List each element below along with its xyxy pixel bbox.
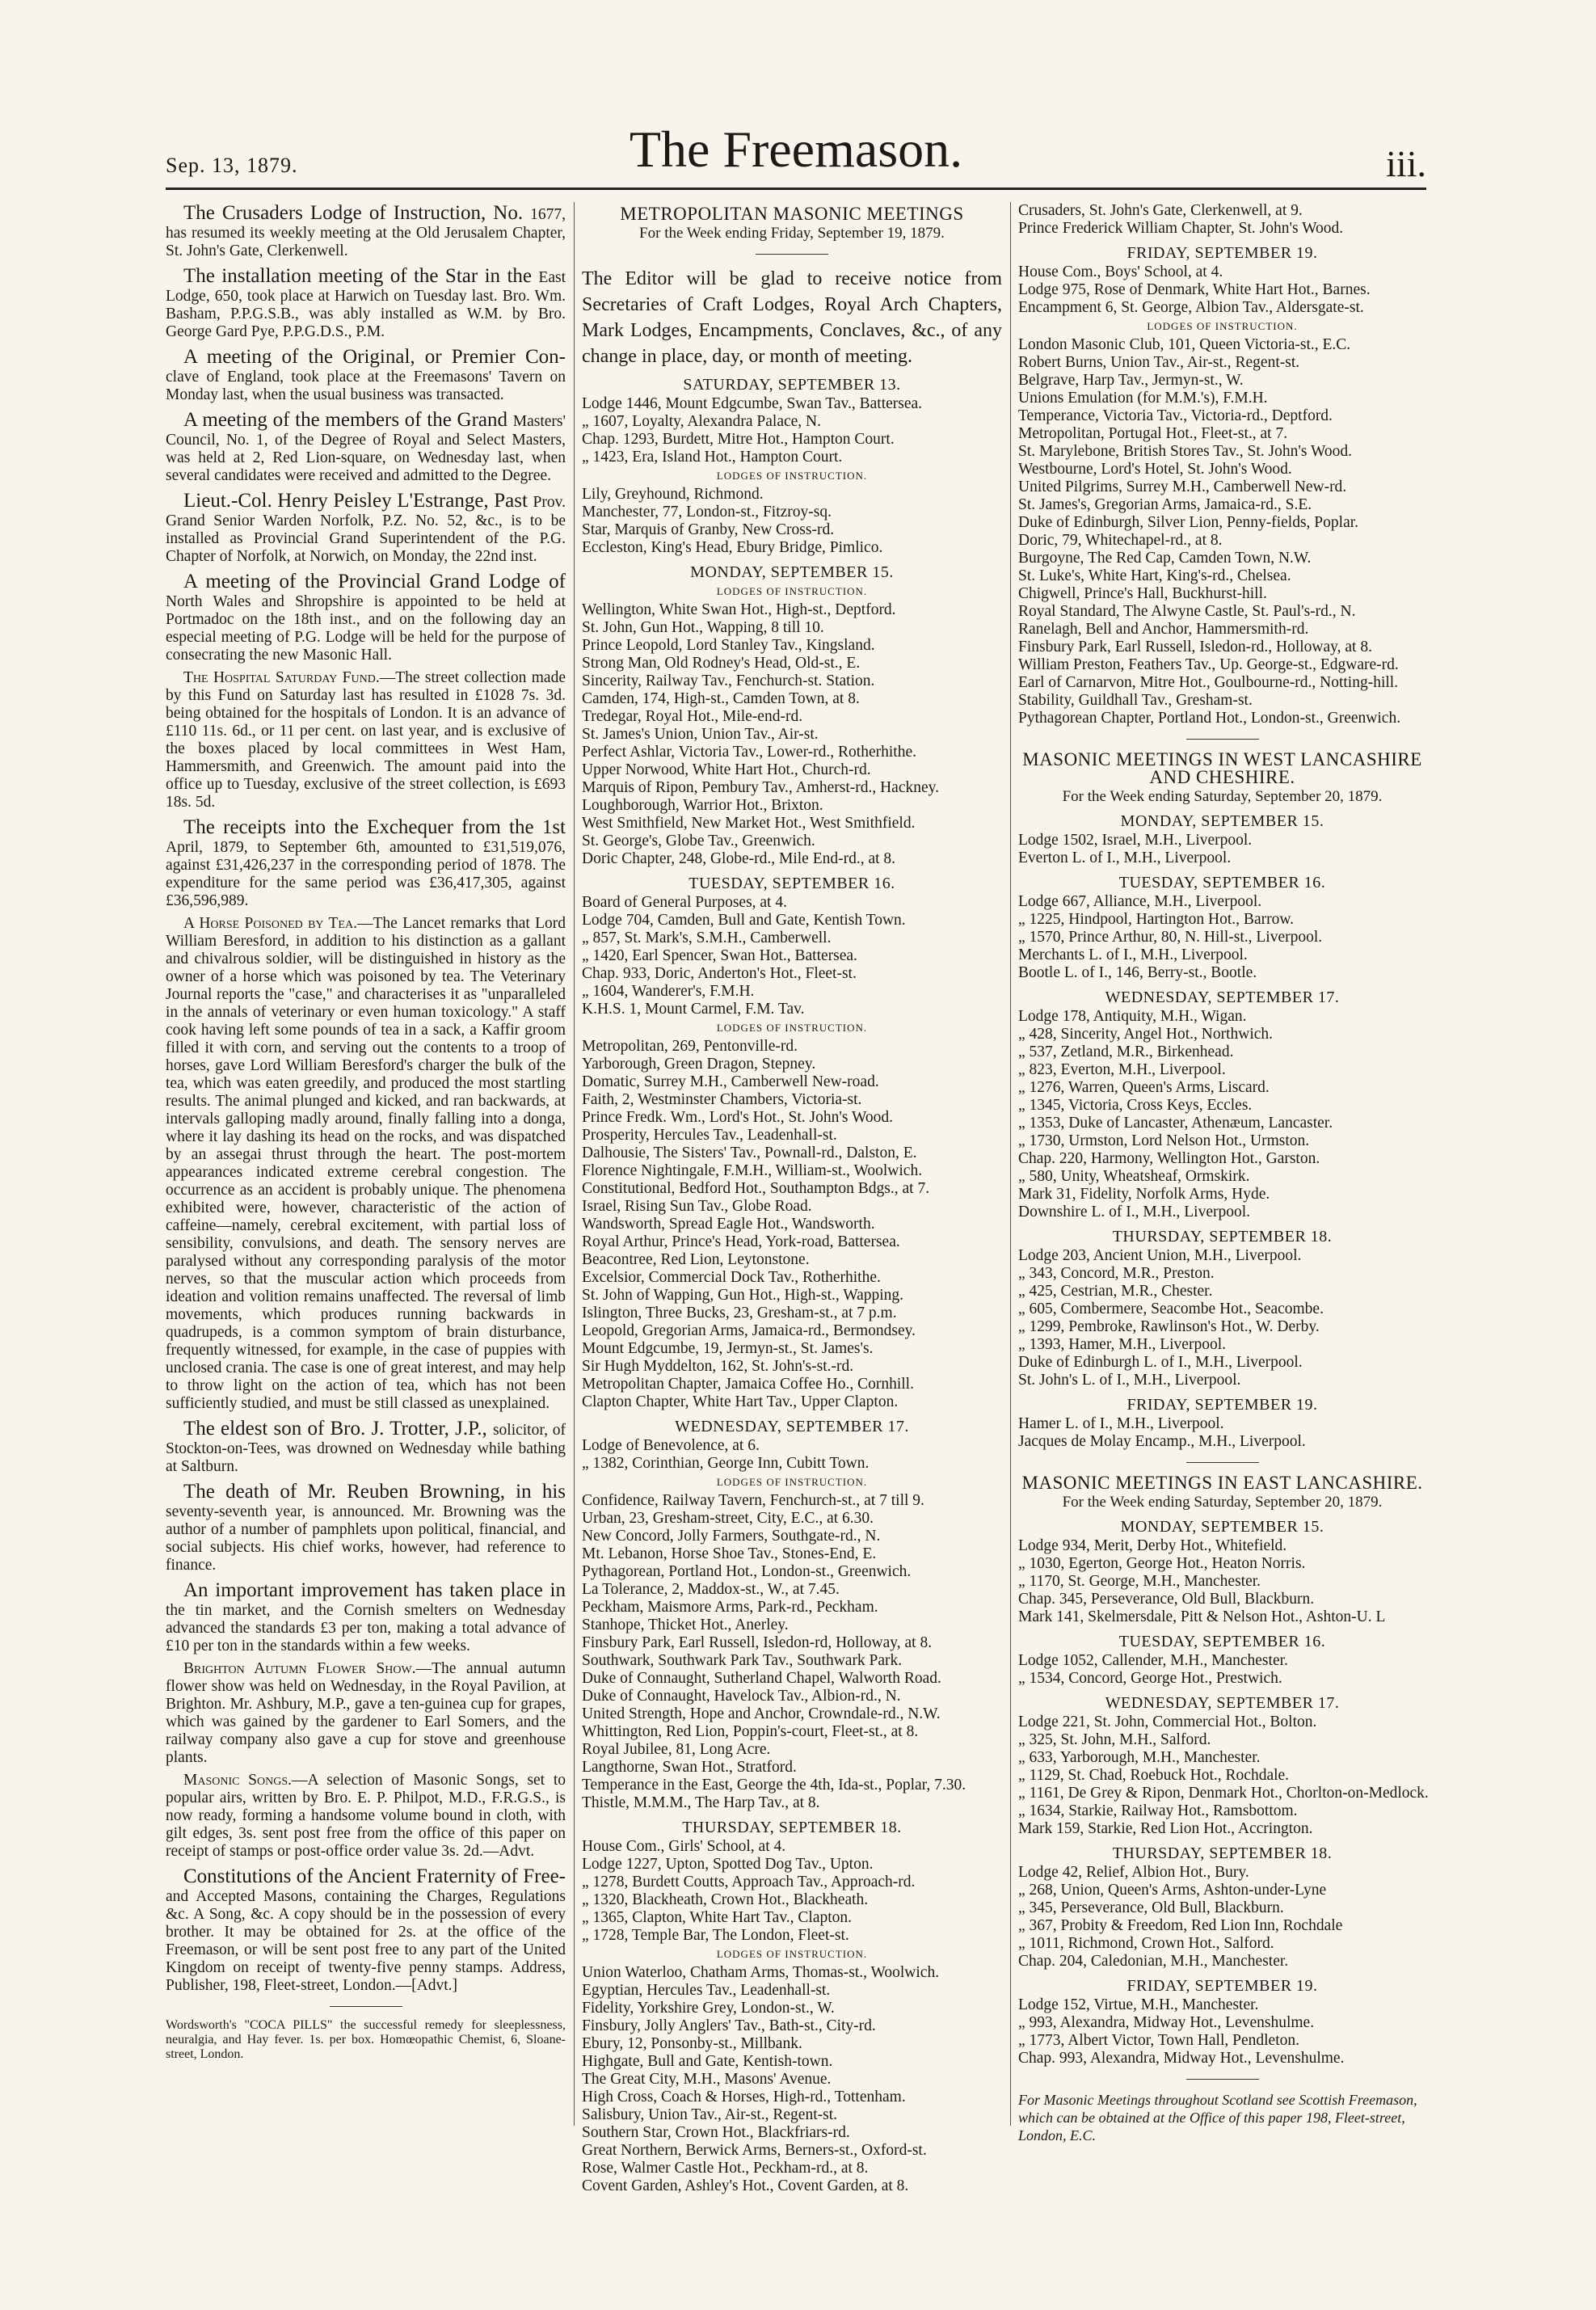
- meeting-line: St. Luke's, White Hart, King's-rd., Chelsea.: [1018, 567, 1291, 584]
- meeting-line: Metropolitan Chapter, Jamaica Coffee Ho., Cornhill.: [582, 1376, 914, 1393]
- instruction-heading: LODGES OF INSTRUCTION.: [716, 1948, 868, 1960]
- meeting-line: St. John's L. of I., M.H., Liverpool.: [1018, 1372, 1241, 1389]
- paragraph-text: North Wales and Shropshire is appointed to be held at Portmadoc on the 18th inst., and on the following day an especial meeting of P.G. Lodge will be held for the purpose of consecrating the new Masonic Hall.: [166, 593, 566, 664]
- meeting-line: Doric Chapter, 248, Globe-rd., Mile End-rd., at 8.: [582, 850, 896, 867]
- meeting-line: Constitutional, Bedford Hot., Southampton Bdgs., at 7.: [582, 1180, 930, 1197]
- meeting-line: Pythagorean, Portland Hot., London-st., Greenwich.: [582, 1563, 912, 1580]
- instruction-heading: LODGES OF INSTRUCTION.: [1147, 320, 1298, 332]
- meeting-line: „ 345, Perseverance, Old Bull, Blackburn.: [1018, 1899, 1284, 1916]
- day-heading: WEDNESDAY, SEPTEMBER 17.: [675, 1418, 909, 1435]
- meeting-line: „ 580, Unity, Wheatsheaf, Ormskirk.: [1018, 1168, 1250, 1185]
- paragraph-lead: An important improvement has taken place in: [183, 1579, 566, 1601]
- day-heading: WEDNESDAY, SEPTEMBER 17.: [1105, 988, 1340, 1006]
- meeting-line: New Concord, Jolly Farmers, Southgate-rd., N.: [582, 1528, 881, 1545]
- meeting-line: St. James's Union, Union Tav., Air-st.: [582, 726, 819, 743]
- meeting-line: Langthorne, Swan Hot., Stratford.: [582, 1759, 797, 1776]
- day-heading: MONDAY, SEPTEMBER 15.: [690, 563, 894, 581]
- day-heading: TUESDAY, SEPTEMBER 16.: [1118, 1633, 1326, 1650]
- section-heading: MASONIC MEETINGS IN WEST LANCASHIRE AND CHESHIRE.: [1022, 749, 1422, 787]
- meeting-line: Merchants L. of I., M.H., Liverpool.: [1018, 946, 1248, 963]
- meeting-line: Downshire L. of I., M.H., Liverpool.: [1018, 1203, 1251, 1220]
- paragraph-lead: The death of Mr. Reuben Browning, in his: [183, 1481, 566, 1503]
- meeting-line: Lodge of Benevolence, at 6.: [582, 1437, 760, 1454]
- meeting-line: Domatic, Surrey M.H., Camberwell New-road.: [582, 1073, 879, 1090]
- meeting-line: Board of General Purposes, at 4.: [582, 894, 787, 911]
- meeting-line: „ 343, Concord, M.R., Preston.: [1018, 1265, 1215, 1282]
- meeting-line: Whittington, Red Lion, Poppin's-court, Fleet-st., at 8.: [582, 1723, 919, 1740]
- meeting-line: Lodge 152, Virtue, M.H., Manchester.: [1018, 1996, 1259, 2013]
- divider: [756, 254, 828, 255]
- meeting-line: „ 1353, Duke of Lancaster, Athenæum, Lancaster.: [1018, 1115, 1333, 1132]
- meeting-line: Temperance, Victoria Tav., Victoria-rd., Deptford.: [1018, 407, 1333, 424]
- meeting-line: Lily, Greyhound, Richmond.: [582, 486, 764, 503]
- news-paragraph: [166, 1418, 566, 1476]
- meeting-line: Bootle L. of I., 146, Berry-st., Bootle.: [1018, 964, 1257, 981]
- meeting-line: Metropolitan, 269, Pentonville-rd.: [582, 1038, 798, 1055]
- meeting-line: Sir Hugh Myddelton, 162, St. John's-st.-rd.: [582, 1358, 854, 1375]
- section-subheading: For the Week ending Saturday, September 20, 1879.: [1062, 1494, 1383, 1511]
- issue-date: Sep. 13, 1879.: [166, 154, 298, 177]
- day-heading: FRIDAY, SEPTEMBER 19.: [1126, 244, 1318, 262]
- meeting-line: „ 1161, De Grey & Ripon, Denmark Hot., Chorlton-on-Medlock.: [1018, 1785, 1429, 1802]
- paragraph-lead: A meeting of the Original, or Premier Con-: [183, 346, 566, 368]
- meeting-line: „ 367, Probity & Freedom, Red Lion Inn, Rochdale: [1018, 1917, 1343, 1934]
- news-paragraph: [166, 1481, 566, 1574]
- news-paragraph: [166, 409, 566, 485]
- meeting-line: Loughborough, Warrior Hot., Brixton.: [582, 797, 823, 814]
- meeting-line: Wellington, White Swan Hot., High-st., Deptford.: [582, 601, 896, 618]
- meeting-line: Camden, 174, High-st., Camden Town, at 8.: [582, 690, 860, 707]
- meeting-line: The Great City, M.H., Masons' Avenue.: [582, 2071, 832, 2088]
- day-heading: THURSDAY, SEPTEMBER 18.: [682, 1819, 902, 1836]
- news-paragraph: [166, 816, 566, 910]
- meeting-line: K.H.S. 1, Mount Carmel, F.M. Tav.: [582, 1001, 805, 1018]
- day-heading: TUESDAY, SEPTEMBER 16.: [689, 875, 895, 892]
- meeting-line: Dalhousie, The Sisters' Tav., Pownall-rd., Dalston, E.: [582, 1144, 917, 1161]
- paragraph-text: April, 1879, to September 6th, amounted to £31,519,076, against £31,426,237 in the corresponding period of 1878. The expenditure for the same period was £36,417,305, against £36,596,989.: [166, 839, 566, 909]
- meeting-line: United Strength, Hope and Anchor, Crowndale-rd., N.W.: [582, 1705, 941, 1722]
- meeting-line: Lodge 975, Rose of Denmark, White Hart Hot., Barnes.: [1018, 281, 1371, 298]
- instruction-heading: LODGES OF INSTRUCTION.: [716, 585, 868, 597]
- meeting-line: Jacques de Molay Encamp., M.H., Liverpool.: [1018, 1433, 1306, 1450]
- meeting-line: Egyptian, Hercules Tav., Leadenhall-st.: [582, 1982, 831, 1999]
- divider: [330, 2006, 402, 2007]
- section-heading: MASONIC MEETINGS IN EAST LANCASHIRE.: [1021, 1473, 1423, 1493]
- column-rule: [1010, 202, 1011, 2126]
- meeting-line: „ 823, Everton, M.H., Liverpool.: [1018, 1061, 1226, 1078]
- meeting-line: „ 1570, Prince Arthur, 80, N. Hill-st., Liverpool.: [1018, 929, 1323, 946]
- scotland-notice: [1018, 2091, 1426, 2144]
- paragraph-lead: The receipts into the Exchequer from the 1st: [183, 816, 566, 838]
- meeting-line: Chap. 1293, Burdett, Mitre Hot., Hampton Court.: [582, 431, 895, 448]
- section-subheading: For the Week ending Friday, September 19, 1879.: [639, 225, 945, 242]
- news-paragraph: [166, 1772, 566, 1861]
- meeting-line: Temperance in the East, George the 4th, Ida-st., Poplar, 7.30.: [582, 1777, 966, 1794]
- meeting-line: Chap. 993, Alexandra, Midway Hot., Levenshulme.: [1018, 2050, 1345, 2067]
- divider: [1186, 739, 1259, 740]
- meeting-line: Florence Nightingale, F.M.H., William-st., Woolwich.: [582, 1162, 923, 1179]
- divider: [1186, 2079, 1259, 2080]
- meeting-line: St. John, Gun Hot., Wapping, 8 till 10.: [582, 619, 824, 636]
- meeting-line: Prosperity, Hercules Tav., Leadenhall-st.: [582, 1127, 837, 1144]
- paragraph-text: —A selection of Masonic Songs, set to popular airs, written by Bro. E. P. Philpot, M.D., F.R.G.S., is now ready, forming a handsome volume bound in cloth, with gilt edges, 3s. sent post free from the office of this paper on receipt of stamps or post-office order value 3s. 2d.—Advt.: [166, 1772, 566, 1860]
- meeting-line: Duke of Edinburgh, Silver Lion, Penny-fields, Poplar.: [1018, 514, 1359, 531]
- meeting-line: Royal Jubilee, 81, Long Acre.: [582, 1741, 771, 1758]
- meeting-line: Lodge 704, Camden, Bull and Gate, Kentish Town.: [582, 912, 906, 929]
- meeting-line: Ebury, 12, Ponsonby-st., Millbank.: [582, 2035, 802, 2052]
- paragraph-lead: A meeting of the members of the Grand: [183, 409, 513, 431]
- day-heading: SATURDAY, SEPTEMBER 13.: [683, 376, 901, 394]
- news-paragraph: [166, 346, 566, 404]
- meeting-line: Chap. 220, Harmony, Wellington Hot., Garston.: [1018, 1150, 1320, 1167]
- meeting-line: Peckham, Maismore Arms, Park-rd., Peckham.: [582, 1599, 878, 1616]
- meeting-line: „ 605, Combermere, Seacombe Hot., Seacombe.: [1018, 1300, 1324, 1317]
- meeting-line: Thistle, M.M.M., The Harp Tav., at 8.: [582, 1794, 820, 1811]
- provincial-meetings-column: [1018, 202, 1429, 2158]
- scotland-notice-text: For Masonic Meetings throughout Scotland see Scottish Freemason, which can be obtained at the Office of this paper 198, Fleet-street, London, E.C.: [1018, 2092, 1417, 2143]
- meeting-line: „ 1170, St. George, M.H., Manchester.: [1018, 1573, 1261, 1590]
- paragraph-text: 1677, has resumed its weekly meeting at the Old Jerusalem Chapter, St. John's Gate, Clerkenwell.: [166, 206, 566, 259]
- meeting-line: Salisbury, Union Tav., Air-st., Regent-st.: [582, 2106, 837, 2123]
- meeting-line: „ 1730, Urmston, Lord Nelson Hot., Urmston.: [1018, 1132, 1310, 1149]
- meeting-line: Wandsworth, Spread Eagle Hot., Wandsworth.: [582, 1216, 875, 1233]
- paper-title: The Freemason.: [629, 120, 963, 178]
- meeting-line: Marquis of Ripon, Pembury Tav., Amherst-rd., Hackney.: [582, 779, 940, 796]
- meeting-line: „ 428, Sincerity, Angel Hot., Northwich.: [1018, 1026, 1274, 1043]
- column-rule: [574, 202, 575, 2126]
- meeting-line: Royal Standard, The Alwyne Castle, St. Paul's-rd., N.: [1018, 603, 1356, 620]
- meeting-line: House Com., Boys' School, at 4.: [1018, 263, 1223, 280]
- meeting-line: „ 1225, Hindpool, Hartington Hot., Barrow.: [1018, 911, 1295, 928]
- paragraph-text: Prov. Grand Senior Warden Norfolk, P.Z. No. 52, &c., is to be installed as Provincial Grand Superintendent of the P.G. Chapter of Norfolk, at Norwich, on Monday, the 22nd inst.: [166, 494, 566, 565]
- meeting-line: Encampment 6, St. George, Albion Tav., Aldersgate-st.: [1018, 299, 1364, 316]
- divider: [1186, 1462, 1259, 1463]
- paragraph-text: —The annual autumn flower show was held on Wednesday, in the Royal Pavilion, at Brighton. Mr. Ashbury, M.P., gave a ten-guinea cup for grapes, which was gained by the gardener to Earl Somers, and the railway company also gave a cup for stove and greenhouse plants.: [166, 1660, 566, 1766]
- meeting-line: Southern Star, Crown Hot., Blackfriars-rd.: [582, 2124, 850, 2141]
- meeting-line: Mark 159, Starkie, Red Lion Hot., Accrington.: [1018, 1820, 1313, 1837]
- meeting-line: St. George's, Globe Tav., Greenwich.: [582, 833, 815, 849]
- meeting-line: Lodge 667, Alliance, M.H., Liverpool.: [1018, 893, 1262, 910]
- paragraph-heading: Masonic Songs.: [183, 1772, 293, 1789]
- paragraph-text: clave of England, took place at the Freemasons' Tavern on Monday last, when the usual business was transacted.: [166, 369, 566, 403]
- meeting-line: „ 1382, Corinthian, George Inn, Cubitt Town.: [582, 1455, 870, 1472]
- news-paragraph: [166, 1579, 566, 1655]
- news-paragraph: [166, 669, 566, 811]
- meeting-line: „ 633, Yarborough, M.H., Manchester.: [1018, 1749, 1261, 1766]
- meeting-line: Excelsior, Commercial Dock Tav., Rotherhithe.: [582, 1269, 881, 1286]
- instruction-heading: LODGES OF INSTRUCTION.: [716, 470, 868, 482]
- paragraph-lead: The installation meeting of the Star in the: [183, 265, 539, 287]
- meeting-line: „ 425, Cestrian, M.R., Chester.: [1018, 1283, 1213, 1300]
- meeting-line: Belgrave, Harp Tav., Jermyn-st., W.: [1018, 372, 1244, 389]
- meeting-line: „ 857, St. Mark's, S.M.H., Camberwell.: [582, 929, 832, 946]
- news-paragraph: [166, 490, 566, 566]
- paragraph-text: —The Lancet remarks that Lord William Beresford, in addition to his distinction as a gallant and chivalrous soldier, will be distinguished in history as the owner of a horse which was poisoned by tea. The Veterinary Journal reports the "case," and characterises it as "unparalleled in the annals of veterinary or even human toxicology." A staff cook having left some pounds of tea in a sack, a Kaffir groom filled it with corn, and serving out the contents to a troop of horses, gave Lord William Beresford's charger the bulk of the tea, which was eaten greedily, and produced the most startling results. The animal plunged and kicked, and ran backwards, at intervals galloping madly around, finally falling into a donga, where it lay dashing its head on the rocks, and was dispatched by an assegai thrust through the heart. The post-mortem appearances indicated extreme cerebral congestion. The occurrence as an accident is probably unique. The phenomena exhibited were, however, characteristic of the action of caffeine—namely, cerebral excitement, with partial loss of sensibility, convulsions, and death. The sensory nerves are paralysed without any corresponding paralysis of the motor nerves, so that the muscular action which proceeds from ideation and volition remains unaffected. The reversal of limb movements, which produces running backwards in quadrupeds, is a common symptom of brain disturbance, frequently witnessed, for example, in the case of puppies with unclosed crania. The case is one of great interest, and may help to throw light on the action of tea, which has not been sufficiently studied, and must be still classed as unexplained.: [166, 915, 566, 1412]
- meeting-line: Clapton Chapter, White Hart Tav., Upper Clapton.: [582, 1393, 899, 1410]
- meeting-line: Tredegar, Royal Hot., Mile-end-rd.: [582, 708, 803, 725]
- meeting-line: West Smithfield, New Market Hot., West Smithfield.: [582, 815, 916, 832]
- meeting-line: Covent Garden, Ashley's Hot., Covent Garden, at 8.: [582, 2177, 909, 2194]
- meeting-line: Ranelagh, Bell and Anchor, Hammersmith-rd.: [1018, 621, 1309, 638]
- meeting-line: Sincerity, Railway Tav., Fenchurch-st. Station.: [582, 672, 875, 689]
- meeting-line: Finsbury Park, Earl Russell, Isledon-rd., Holloway, at 8.: [1018, 639, 1372, 655]
- meeting-line: Robert Burns, Union Tav., Air-st., Regent-st.: [1018, 354, 1300, 371]
- meeting-line: Chap. 204, Caledonian, M.H., Manchester.: [1018, 1953, 1289, 1970]
- meeting-line: Lodge 221, St. John, Commercial Hot., Bolton.: [1018, 1714, 1317, 1730]
- paragraph-lead: A meeting of the Provincial Grand Lodge of: [183, 571, 566, 592]
- meeting-line: Confidence, Railway Tavern, Fenchurch-st., at 7 till 9.: [582, 1492, 924, 1509]
- meeting-line: Leopold, Gregorian Arms, Jamaica-rd., Bermondsey.: [582, 1322, 916, 1339]
- meeting-line: Fidelity, Yorkshire Grey, London-st., W.: [582, 2000, 835, 2017]
- meeting-line: Yarborough, Green Dragon, Stepney.: [582, 1056, 816, 1073]
- paragraph-text: seventy-seventh year, is announced. Mr. Browning was the author of a number of pamphlets upon political, financial, and social subjects. His chief works, however, had reference to finance.: [166, 1503, 566, 1574]
- meeting-line: Manchester, 77, London-st., Fitzroy-sq.: [582, 504, 832, 521]
- meeting-line: Southwark, Southwark Park Tav., Southwark Park.: [582, 1652, 903, 1669]
- meeting-line: Royal Arthur, Prince's Head, York-road, Battersea.: [582, 1233, 900, 1250]
- meeting-line: „ 1604, Wanderer's, F.M.H.: [582, 983, 755, 1000]
- day-heading: MONDAY, SEPTEMBER 15.: [1120, 1518, 1324, 1536]
- meeting-line: Chigwell, Prince's Hall, Buckhurst-hill.: [1018, 585, 1267, 602]
- meeting-line: „ 325, St. John, M.H., Salford.: [1018, 1731, 1211, 1748]
- meeting-line: Lodge 1227, Upton, Spotted Dog Tav., Upton.: [582, 1856, 874, 1873]
- paragraph-text: East Lodge, 650, took place at Harwich on Tuesday last. Bro. Wm. Basham, P.P.G.S.B., was ably installed as W.M. by Bro. George Gard Pye, P.P.G.D.S., P.M.: [166, 269, 566, 340]
- news-paragraph: [166, 265, 566, 341]
- meeting-line: Urban, 23, Gresham-street, City, E.C., at 6.30.: [582, 1510, 874, 1527]
- meeting-line: Lodge 203, Ancient Union, M.H., Liverpool.: [1018, 1247, 1302, 1264]
- meeting-line: Chap. 345, Perseverance, Old Bull, Blackburn.: [1018, 1591, 1315, 1608]
- meeting-line: Lodge 934, Merit, Derby Hot., Whitefield.: [1018, 1537, 1287, 1554]
- meeting-line: Westbourne, Lord's Hotel, St. John's Wood.: [1018, 461, 1292, 478]
- meeting-line: Mt. Lebanon, Horse Shoe Tav., Stones-End, E.: [582, 1545, 877, 1562]
- news-column: [166, 202, 566, 2158]
- meeting-line: United Pilgrims, Surrey M.H., Camberwell New-rd.: [1018, 478, 1347, 495]
- meeting-line: Duke of Edinburgh L. of I., M.H., Liverpool.: [1018, 1354, 1303, 1371]
- day-heading: TUESDAY, SEPTEMBER 16.: [1118, 874, 1326, 892]
- meeting-line: Faith, 2, Westminster Chambers, Victoria-st.: [582, 1091, 862, 1108]
- meeting-line: Metropolitan, Portugal Hot., Fleet-st., at 7.: [1018, 425, 1288, 442]
- meeting-line: „ 1773, Albert Victor, Town Hall, Pendleton.: [1018, 2032, 1300, 2049]
- meeting-line: Strong Man, Old Rodney's Head, Old-st., E.: [582, 655, 861, 672]
- meeting-line: Finsbury Park, Earl Russell, Isledon-rd, Holloway, at 8.: [582, 1634, 933, 1651]
- meeting-line: Duke of Connaught, Havelock Tav., Albion-rd., N.: [582, 1688, 901, 1705]
- meeting-line: Perfect Ashlar, Victoria Tav., Lower-rd., Rotherhithe.: [582, 744, 916, 761]
- meeting-line: Duke of Connaught, Sutherland Chapel, Walworth Road.: [582, 1670, 941, 1687]
- meeting-line: Islington, Three Bucks, 23, Gresham-st., at 7 p.m.: [582, 1305, 897, 1322]
- section-subheading: For the Week ending Saturday, September 20, 1879.: [1062, 788, 1383, 805]
- meeting-line: Mount Edgcumbe, 19, Jermyn-st., St. James's.: [582, 1340, 874, 1357]
- paragraph-text: the tin market, and the Cornish smelters on Wednesday advanced the standards £3 per ton, making a total advance of £10 per ton in the standards within a few weeks.: [166, 1602, 566, 1655]
- news-paragraph: [166, 1865, 566, 1995]
- meeting-line: Prince Leopold, Lord Stanley Tav., Kingsland.: [582, 637, 875, 654]
- meeting-line: Lodge 1052, Callender, M.H., Manchester.: [1018, 1652, 1288, 1669]
- paragraph-heading: Brighton Autumn Flower Show.: [183, 1660, 416, 1677]
- meeting-line: „ 1345, Victoria, Cross Keys, Eccles.: [1018, 1097, 1253, 1114]
- paragraph-lead: The Crusaders Lodge of Instruction, No.: [183, 202, 531, 224]
- meeting-line: Lodge 1502, Israel, M.H., Liverpool.: [1018, 832, 1253, 849]
- meeting-line: „ 1011, Richmond, Crown Hot., Salford.: [1018, 1935, 1274, 1952]
- meeting-line: „ 993, Alexandra, Midway Hot., Levenshulme.: [1018, 2014, 1315, 2031]
- meeting-line: „ 1320, Blackheath, Crown Hot., Blackheath.: [582, 1891, 869, 1908]
- meeting-line: Everton L. of I., M.H., Liverpool.: [1018, 849, 1232, 866]
- meeting-line: Israel, Rising Sun Tav., Globe Road.: [582, 1198, 812, 1215]
- meeting-line: „ 1299, Pembroke, Rawlinson's Hot., W. Derby.: [1018, 1318, 1320, 1335]
- news-paragraph: [166, 915, 566, 1413]
- news-paragraph: [166, 571, 566, 664]
- meeting-line: Prince Fredk. Wm., Lord's Hot., St. John's Wood.: [582, 1109, 893, 1126]
- meeting-line: „ 1278, Burdett Coutts, Approach Tav., Approach-rd.: [582, 1874, 916, 1891]
- paragraph-heading: The Hospital Saturday Fund.: [183, 669, 380, 686]
- meeting-line: Stability, Guildhall Tav., Gresham-st.: [1018, 692, 1253, 709]
- meeting-line: Rose, Walmer Castle Hot., Peckham-rd., at 8.: [582, 2160, 869, 2177]
- editor-notice: The Editor will be glad to receive notice from Secretaries of Craft Lodges, Royal Arch Chapters, Mark Lodges, Encampments, Conclaves, &c., of any change in place, day, or month of meeting.: [582, 268, 1002, 367]
- meeting-line: London Masonic Club, 101, Queen Victoria-st., E.C.: [1018, 336, 1351, 353]
- meeting-line: Unions Emulation (for M.M.'s), F.M.H.: [1018, 390, 1268, 407]
- meeting-line: Union Waterloo, Chatham Arms, Thomas-st., Woolwich.: [582, 1964, 940, 1981]
- meeting-line: Lodge 42, Relief, Albion Hot., Bury.: [1018, 1864, 1249, 1881]
- meeting-line: „ 1534, Concord, George Hot., Prestwich.: [1018, 1670, 1282, 1687]
- meeting-line: House Com., Girls' School, at 4.: [582, 1838, 786, 1855]
- meeting-line: High Cross, Coach & Horses, High-rd., Tottenham.: [582, 2089, 906, 2106]
- meeting-line: Stanhope, Thicket Hot., Anerley.: [582, 1617, 789, 1633]
- meeting-line: „ 1634, Starkie, Railway Hot., Ramsbottom.: [1018, 1802, 1298, 1819]
- paragraph-heading: A Horse Poisoned by Tea.: [183, 915, 357, 932]
- paragraph-text: and Accepted Masons, containing the Charges, Regulations &c. A Song, &c. A copy should be in the possession of every brother. It may be obtained for 2s. at the office of the Freemason, or will be sent post free to any part of the United Kingdom on receipt of twenty-five penny stamps. Address, Publisher, 198, Fleet-street, London.—[Advt.]: [166, 1888, 566, 1994]
- meeting-line: Great Northern, Berwick Arms, Berners-st., Oxford-st.: [582, 2142, 927, 2159]
- meeting-line: Star, Marquis of Granby, New Cross-rd.: [582, 521, 835, 538]
- paragraph-lead: Lieut.-Col. Henry Peisley L'Estrange, Past: [183, 490, 533, 512]
- meeting-line: Chap. 933, Doric, Anderton's Hot., Fleet-st.: [582, 965, 857, 982]
- meeting-line: Upper Norwood, White Hart Hot., Church-rd.: [582, 761, 871, 778]
- meeting-line: St. James's, Gregorian Arms, Jamaica-rd., S.E.: [1018, 496, 1312, 513]
- news-paragraph: [166, 202, 566, 260]
- meeting-line: „ 1393, Hamer, M.H., Liverpool.: [1018, 1336, 1226, 1353]
- page-number: iii.: [1386, 143, 1426, 184]
- instruction-heading: LODGES OF INSTRUCTION.: [716, 1022, 868, 1034]
- meeting-line: Mark 141, Skelmersdale, Pitt & Nelson Hot., Ashton-U. L: [1018, 1608, 1386, 1625]
- meeting-line: „ 1030, Egerton, George Hot., Heaton Norris.: [1018, 1555, 1306, 1572]
- day-heading: THURSDAY, SEPTEMBER 18.: [1112, 1228, 1333, 1246]
- paragraph-lead: Constitutions of the Ancient Fraternity of Free-: [183, 1865, 566, 1887]
- meeting-line: „ 1607, Loyalty, Alexandra Palace, N.: [582, 413, 822, 430]
- meeting-line: „ 1276, Warren, Queen's Arms, Liscard.: [1018, 1079, 1270, 1096]
- meeting-line: Prince Frederick William Chapter, St. John's Wood.: [1018, 220, 1344, 237]
- meeting-line: Highgate, Bull and Gate, Kentish-town.: [582, 2053, 833, 2070]
- meeting-line: „ 1365, Clapton, White Hart Tav., Clapton.: [582, 1909, 853, 1926]
- day-heading: MONDAY, SEPTEMBER 15.: [1120, 812, 1324, 830]
- meeting-line: Beacontree, Red Lion, Leytonstone.: [582, 1251, 810, 1268]
- paragraph-text: Masters' Council, No. 1, of the Degree of Royal and Select Masters, was held at 2, Red Lion-square, on Wednesday last, when several candidates were received and admitted to the Degree.: [166, 413, 566, 484]
- day-heading: WEDNESDAY, SEPTEMBER 17.: [1105, 1694, 1340, 1712]
- meeting-line: „ 537, Zetland, M.R., Birkenhead.: [1018, 1043, 1234, 1060]
- meeting-line: La Tolerance, 2, Maddox-st., W., at 7.45.: [582, 1581, 840, 1598]
- day-heading: FRIDAY, SEPTEMBER 19.: [1126, 1977, 1318, 1995]
- masthead: [166, 113, 1426, 190]
- metropolitan-meetings-column: [582, 202, 1002, 2194]
- paragraph-text: solicitor, of Stockton-on-Tees, was drowned on Wednesday while bathing at Saltburn.: [166, 1422, 566, 1475]
- meeting-line: St. John of Wapping, Gun Hot., High-st., Wapping.: [582, 1287, 904, 1304]
- advertisement-footnote: Wordsworth's "COCA PILLS" the successful remedy for sleeplessness, neuralgia, and Hay fever. 1s. per box. Homœopathic Chemist, 6, Sloane-street, London.: [166, 2018, 566, 2061]
- meeting-line: „ 1129, St. Chad, Roebuck Hot., Rochdale.: [1018, 1767, 1290, 1784]
- meeting-line: Doric, 79, Whitechapel-rd., at 8.: [1018, 532, 1223, 549]
- meeting-line: „ 1420, Earl Spencer, Swan Hot., Battersea.: [582, 947, 857, 964]
- paragraph-text: —The street collection made by this Fund on Saturday last has resulted in £1028 7s. 3d. being obtained for the hospitals of London. It is an advance of £110 11s. 6d., or 11 per cent. on last year, and is exclusive of the boxes placed by local committees in West Ham, Hammersmith, and Greenwich. The amount paid into the office up to Tuesday, exclusive of the street collection, is £693 18s. 5d.: [166, 669, 566, 811]
- day-heading: FRIDAY, SEPTEMBER 19.: [1126, 1396, 1318, 1414]
- paragraph-lead: The eldest son of Bro. J. Trotter, J.P.,: [183, 1418, 493, 1440]
- day-heading: THURSDAY, SEPTEMBER 18.: [1112, 1844, 1333, 1862]
- meeting-line: St. Marylebone, British Stores Tav., St. John's Wood.: [1018, 443, 1352, 460]
- news-paragraph: [166, 1660, 566, 1767]
- instruction-heading: LODGES OF INSTRUCTION.: [716, 1476, 868, 1488]
- section-heading: METROPOLITAN MASONIC MEETINGS: [620, 204, 964, 224]
- meeting-line: Earl of Carnarvon, Mitre Hot., Goulbourne-rd., Notting-hill.: [1018, 674, 1399, 691]
- meeting-line: William Preston, Feathers Tav., Up. George-st., Edgware-rd.: [1018, 656, 1399, 673]
- meeting-line: Eccleston, King's Head, Ebury Bridge, Pimlico.: [582, 539, 883, 556]
- meeting-line: Lodge 1446, Mount Edgcumbe, Swan Tav., Battersea.: [582, 395, 923, 412]
- meeting-line: „ 1728, Temple Bar, The London, Fleet-st.: [582, 1927, 849, 1944]
- meeting-line: Pythagorean Chapter, Portland Hot., London-st., Greenwich.: [1018, 710, 1401, 727]
- meeting-line: Finsbury, Jolly Anglers' Tav., Bath-st., City-rd.: [582, 2017, 876, 2034]
- meeting-line: Burgoyne, The Red Cap, Camden Town, N.W.: [1018, 550, 1312, 567]
- meeting-line: Hamer L. of I., M.H., Liverpool.: [1018, 1415, 1224, 1432]
- meeting-line: „ 268, Union, Queen's Arms, Ashton-under-Lyne: [1018, 1882, 1327, 1899]
- meeting-line: Lodge 178, Antiquity, M.H., Wigan.: [1018, 1008, 1247, 1025]
- meeting-line: Crusaders, St. John's Gate, Clerkenwell, at 9.: [1018, 202, 1303, 219]
- meeting-line: Mark 31, Fidelity, Norfolk Arms, Hyde.: [1018, 1186, 1270, 1203]
- meeting-line: „ 1423, Era, Island Hot., Hampton Court.: [582, 449, 843, 466]
